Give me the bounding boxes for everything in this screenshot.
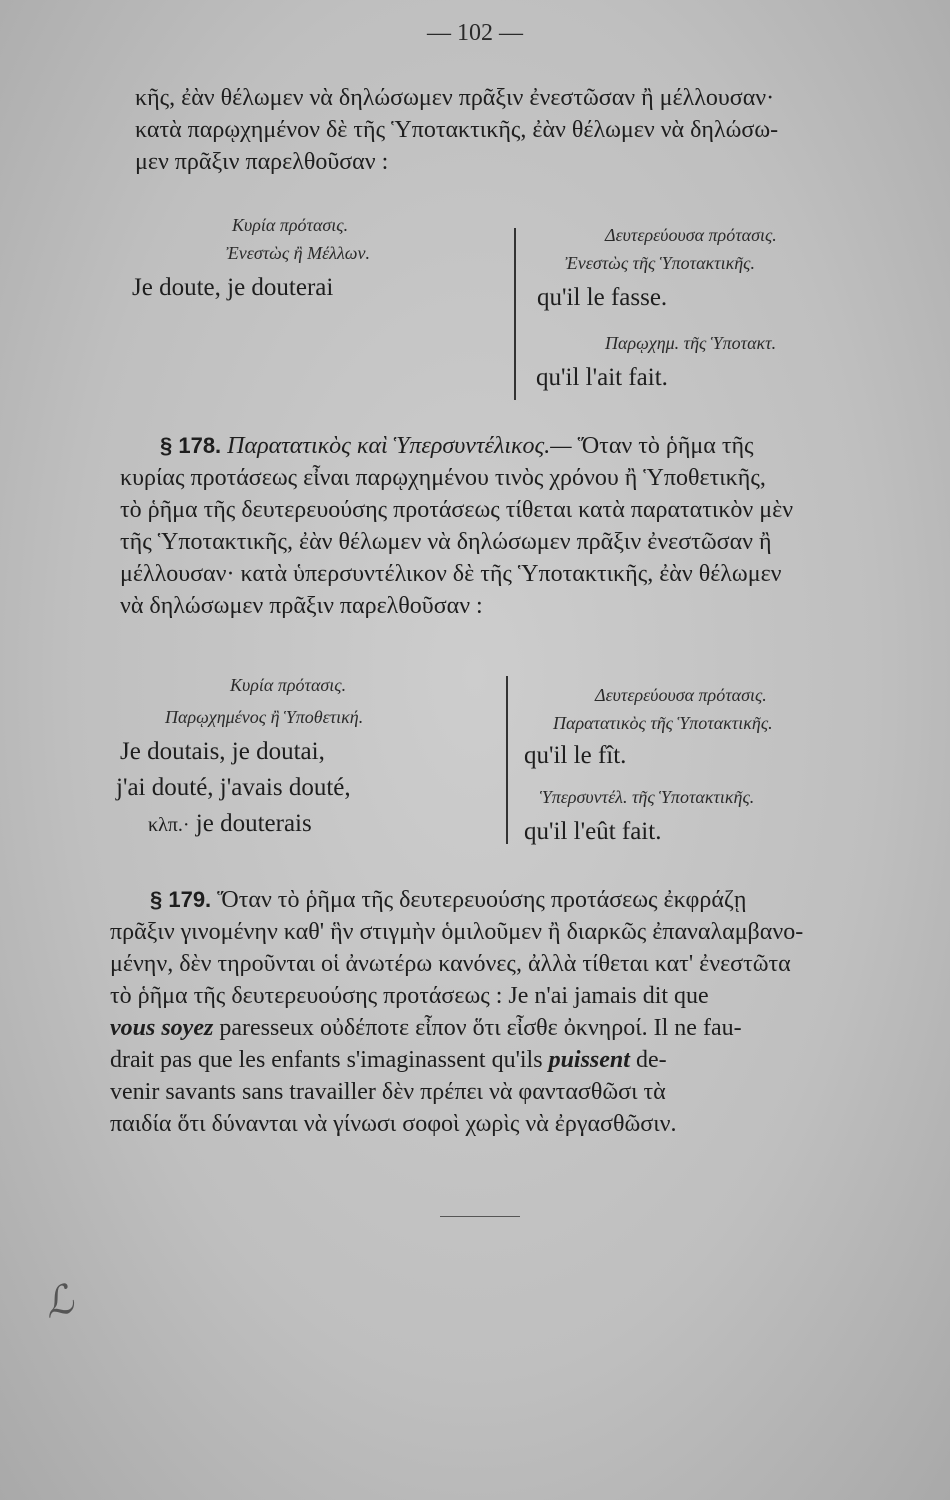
section-179-line [110, 884, 900, 916]
french-example: qu'il l'ait fait. [536, 364, 668, 391]
tense-heading: Ὑπερσυντέλ. τῆς Ὑποτακτικῆς. [540, 787, 755, 807]
emphasis: vous soyez [110, 1015, 214, 1041]
french-example: Je doute, je douterai [132, 274, 334, 301]
section-179-line: venir savants sans travailler δὲν πρέπει νὰ φαντασθῶσι τὰ [110, 1079, 666, 1105]
section-text: paresseux οὐδέποτε εἶπον ὅτι εἶσθε ὀκνηροί. Il ne fau- [219, 1015, 742, 1041]
tense-heading: Παρατατικὸς τῆς Ὑποτακτικῆς. [553, 713, 773, 733]
section-179-line [110, 1012, 900, 1044]
etc-abbrev: κλπ.· [148, 814, 190, 836]
intro-line: μεν πρᾶξιν παρελθοῦσαν : [135, 149, 389, 175]
section-179 [110, 884, 900, 1140]
tense-heading: Παρῳχημένος ἢ Ὑποθετική. [165, 707, 364, 727]
section-text: de- [635, 1047, 667, 1073]
section-179-line: μένην, δὲν τηροῦνται οἱ ἀνωτέρω κανόνες, ἀλλὰ τίθεται κατ' ἐνεστῶτα [110, 951, 791, 977]
french-example: Je doutais, je doutai, [120, 738, 325, 765]
section-number: § 178. [160, 433, 222, 458]
emphasis: puissent [548, 1047, 630, 1073]
subordinate-clause-heading: Δευτερεύουσα πρότασις. [595, 685, 767, 705]
handwritten-mark: ℒ [38, 1276, 79, 1327]
section-179-line: πρᾶξιν γινομένην καθ' ἣν στιγμὴν ὁμιλοῦμεν ἢ διαρκῶς ἐπαναλαμβανο- [110, 919, 804, 945]
french-example: qu'il l'eût fait. [524, 818, 662, 845]
section-title: Παρατατικὸς καὶ Ὑπερσυντέλικος.— [227, 433, 572, 459]
intro-line: κατὰ παρῳχημένον δὲ τῆς Ὑποτακτικῆς, ἐὰν θέλωμεν νὰ δηλώσω- [135, 117, 779, 143]
tense-heading: Ἐνεστὼς ἢ Μέλλων. [226, 243, 370, 263]
tense-heading: Ἐνεστὼς τῆς Ὑποτακτικῆς. [565, 253, 755, 273]
section-178-line: μέλλουσαν· κατὰ ὑπερσυντέλικον δὲ τῆς Ὑποτακτικῆς, ἐὰν θέλωμεν [120, 561, 782, 587]
section-number: § 179. [150, 887, 212, 912]
table-divider [514, 228, 516, 400]
section-178-line: κυρίας προτάσεως εἶναι παρῳχημένου τινὸς χρόνου ἢ Ὑποθετικῆς, [120, 465, 766, 491]
french-example: je douterais [195, 810, 312, 837]
section-179-line: παιδία ὅτι δύνανται νὰ γίνωσι σοφοὶ χωρὶς νὰ ἐργασθῶσιν. [110, 1111, 677, 1137]
section-178-line [120, 430, 905, 462]
intro-line: κῆς, ἐὰν θέλωμεν νὰ δηλώσωμεν πρᾶξιν ἐνεστῶσαν ἢ μέλλουσαν· [135, 85, 775, 111]
page-number: — 102 — [427, 20, 523, 46]
tense-heading: Παρῳχημ. τῆς Ὑποτακτ. [605, 333, 777, 353]
section-178-line: τὸ ῥῆμα τῆς δευτερευούσης προτάσεως τίθεται κατὰ παρατατικὸν μὲν [120, 497, 794, 523]
section-text: Ὅταν τὸ ῥῆμα τῆς δευτερευούσης προτάσεως ἐκφράζῃ [217, 887, 747, 913]
french-example: qu'il le fasse. [537, 284, 668, 311]
intro-paragraph [135, 82, 905, 178]
french-example: j'ai douté, j'avais douté, [116, 774, 351, 801]
section-178-line: νὰ δηλώσωμεν πρᾶξιν παρελθοῦσαν : [120, 593, 483, 619]
section-178 [120, 430, 905, 622]
section-end-rule [440, 1216, 520, 1217]
section-179-line [110, 1044, 900, 1076]
section-text: drait pas que les enfants s'imaginassent qu'ils [110, 1047, 543, 1073]
subordinate-clause-heading: Δευτερεύουσα πρότασις. [605, 225, 777, 245]
main-clause-heading: Κυρία πρότασις. [230, 675, 347, 695]
main-clause-heading: Κυρία πρότασις. [232, 215, 349, 235]
section-text: Ὅταν τὸ ῥῆμα τῆς [577, 433, 754, 459]
french-example: qu'il le fît. [524, 742, 627, 769]
french-example-line [148, 808, 312, 841]
section-179-line: τὸ ῥῆμα τῆς δευτερευούσης προτάσεως : Je n'ai jamais dit que [110, 983, 709, 1009]
table-divider [506, 676, 508, 844]
section-178-line: τῆς Ὑποτακτικῆς, ἐὰν θέλωμεν νὰ δηλώσωμεν πρᾶξιν ἐνεστῶσαν ἢ [120, 529, 772, 555]
